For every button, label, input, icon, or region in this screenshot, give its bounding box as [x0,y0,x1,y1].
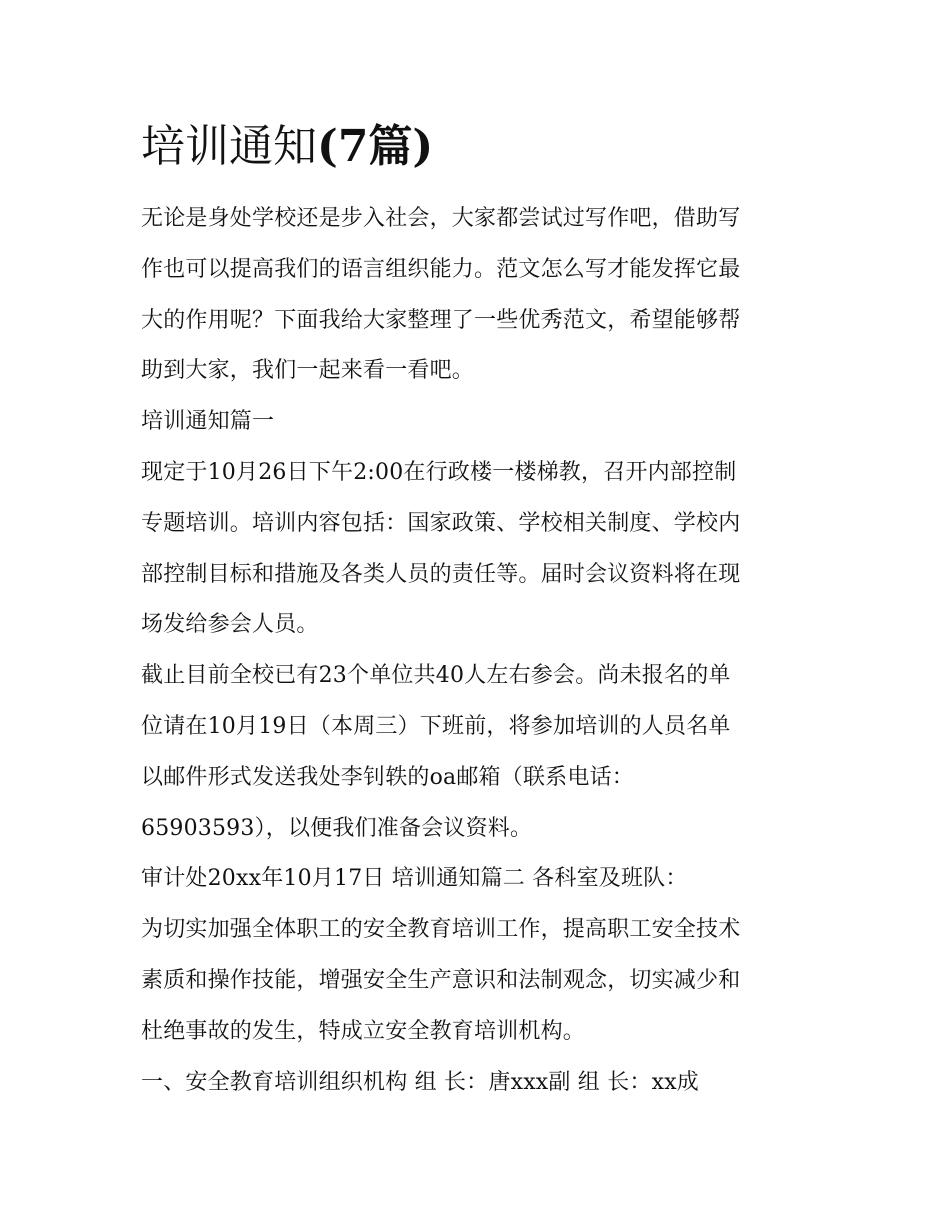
notice-line-7: 以邮件形式发送我处李钊轶的oa邮箱（联系电话： [141,764,634,790]
notice-line-8: 65903593），以便我们准备会议资料。 [141,815,533,841]
notice-line-4: 场发给参会人员。 [141,612,319,638]
notice-line-3: 部控制目标和措施及各类人员的责任等。届时会议资料将在现 [141,561,741,587]
notice-line-5: 截止目前全校已有23个单位共40人左右参会。尚未报名的单 [141,663,731,689]
intro-line-4: 助到大家，我们一起来看一看吧。 [141,358,475,384]
notice-line-6: 位请在10月19日（本周三）下班前，将参加培训的人员名单 [141,713,731,739]
section2-line-4: 一、安全教育培训组织机构 组 长：唐xxx副 组 长：xx成 [141,1069,700,1095]
document-title [141,112,821,182]
notice-line-1: 现定于10月26日下午2:00在行政楼一楼梯教，召开内部控制 [141,459,737,485]
signature-line: 审计处20xx年10月17日 培训通知篇二 各科室及班队： [141,866,688,892]
title-main: 培训通知 [141,121,317,172]
document-body [141,112,821,1108]
section2-line-1: 为切实加强全体职工的安全教育培训工作，提高职工安全技术 [141,917,741,943]
notice-line-2: 专题培训。培训内容包括：国家政策、学校相关制度、学校内 [141,510,741,536]
intro-line-2: 作也可以提高我们的语言组织能力。范文怎么写才能发挥它最 [141,256,741,282]
title-suffix: (7篇) [317,121,434,172]
intro-line-3: 大的作用呢？下面我给大家整理了一些优秀范文，希望能够帮 [141,307,741,333]
section-heading-1: 培训通知篇一 [141,409,275,435]
section2-line-3: 杜绝事故的发生，特成立安全教育培训机构。 [141,1018,586,1044]
intro-line-1: 无论是身处学校还是步入社会，大家都尝试过写作吧，借助写 [141,206,741,231]
section2-line-2: 素质和操作技能，增强安全生产意识和法制观念，切实减少和 [141,967,741,993]
